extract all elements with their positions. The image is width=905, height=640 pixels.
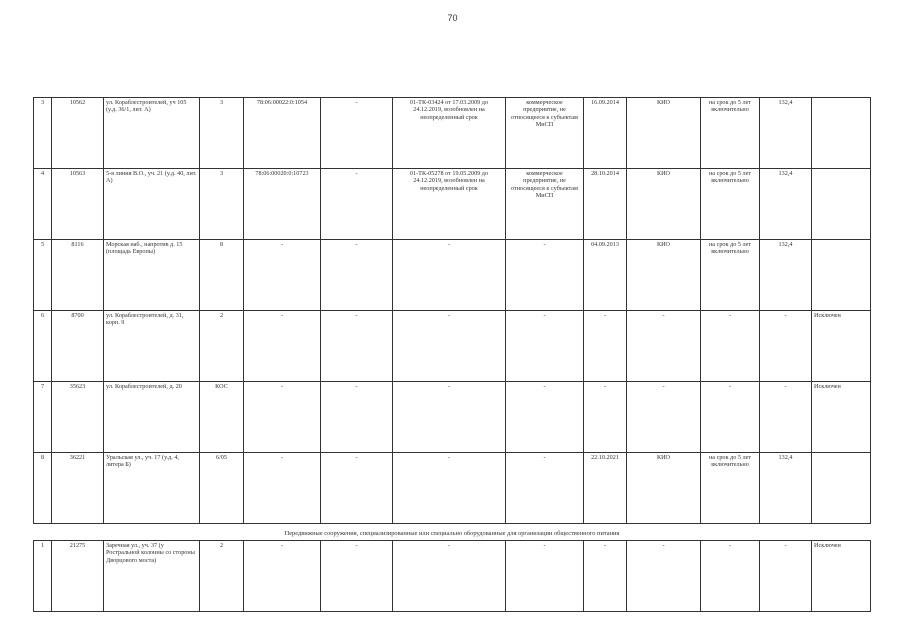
- cadastral-number-cell: -: [244, 240, 321, 311]
- type-code-cell: 2: [200, 541, 244, 612]
- note-cell: Исключен: [812, 311, 871, 382]
- column-6-cell: -: [321, 311, 393, 382]
- row-number-cell: 7: [34, 382, 52, 453]
- authority-cell: КИО: [627, 169, 701, 240]
- address-cell: ул. Кораблестроителей, д. 20: [104, 382, 200, 453]
- object-id-cell: 35623: [52, 382, 104, 453]
- date-cell: -: [584, 541, 627, 612]
- column-6-cell: -: [321, 98, 393, 169]
- cadastral-number-cell: -: [244, 541, 321, 612]
- term-cell: -: [701, 382, 760, 453]
- address-cell: 5-я линия В.О., уч. 21 (у.д. 40, лит. А): [104, 169, 200, 240]
- area-cell: 132,4: [760, 169, 812, 240]
- cadastral-number-cell: 78:06:00020:0:10723: [244, 169, 321, 240]
- table-row: [34, 169, 871, 240]
- row-number-cell: 5: [34, 240, 52, 311]
- note-cell: [812, 98, 871, 169]
- term-cell: на срок до 5 лет включительно: [701, 240, 760, 311]
- cadastral-number-cell: -: [244, 311, 321, 382]
- object-id-cell: 8116: [52, 240, 104, 311]
- column-6-cell: -: [321, 169, 393, 240]
- tenant-category-cell: -: [506, 541, 584, 612]
- row-number-cell: 1: [34, 541, 52, 612]
- term-cell: на срок до 5 лет включительно: [701, 169, 760, 240]
- tenant-category-cell: коммерческое предприятие, не относящееся к субъектам МиСП: [506, 169, 584, 240]
- column-6-cell: -: [321, 541, 393, 612]
- object-id-cell: 10563: [52, 169, 104, 240]
- authority-cell: КИО: [627, 240, 701, 311]
- term-cell: -: [701, 311, 760, 382]
- area-cell: 132,4: [760, 240, 812, 311]
- object-id-cell: 8700: [52, 311, 104, 382]
- row-number-cell: 6: [34, 311, 52, 382]
- cadastral-number-cell: -: [244, 382, 321, 453]
- contract-cell: 01-ТК-05278 от 19.05.2009 до 24.12.2019, возобновлен на неопределенный срок: [393, 169, 506, 240]
- type-code-cell: 2: [200, 311, 244, 382]
- area-cell: 132,4: [760, 98, 812, 169]
- cadastral-number-cell: 78:06:00022:0:1054: [244, 98, 321, 169]
- row-number-cell: 3: [34, 98, 52, 169]
- authority-cell: КИО: [627, 453, 701, 524]
- type-code-cell: 3: [200, 169, 244, 240]
- area-cell: -: [760, 311, 812, 382]
- note-cell: Исключен: [812, 541, 871, 612]
- tenant-category-cell: -: [506, 453, 584, 524]
- type-code-cell: КОС: [200, 382, 244, 453]
- type-code-cell: 8: [200, 240, 244, 311]
- contract-cell: 01-ТК-03424 от 17.03.2009 до 24.12.2019, возобновлен на неопределенный срок: [393, 98, 506, 169]
- date-cell: -: [584, 382, 627, 453]
- date-cell: 16.09.2014: [584, 98, 627, 169]
- address-cell: Морская наб., напротив д. 15 (площадь Европы): [104, 240, 200, 311]
- table-row: [34, 98, 871, 169]
- authority-cell: -: [627, 541, 701, 612]
- object-id-cell: 36221: [52, 453, 104, 524]
- tenant-category-cell: -: [506, 382, 584, 453]
- area-cell: 132,4: [760, 453, 812, 524]
- date-cell: 22.10.2021: [584, 453, 627, 524]
- section-heading: Передвижные сооружения, специализированные или специально оборудованные для организации общественного питания: [284, 530, 620, 537]
- table-row: [34, 453, 871, 524]
- registry-table: [33, 97, 871, 524]
- note-cell: [812, 169, 871, 240]
- date-cell: 04.09.2013: [584, 240, 627, 311]
- address-cell: ул. Кораблестроителей, д. 31, корп. 9: [104, 311, 200, 382]
- table-row: [34, 240, 871, 311]
- date-cell: -: [584, 311, 627, 382]
- object-id-cell: 21275: [52, 541, 104, 612]
- note-cell: [812, 240, 871, 311]
- tenant-category-cell: -: [506, 240, 584, 311]
- row-number-cell: 4: [34, 169, 52, 240]
- address-cell: Уральская ул., уч. 17 (у.д. 4, литера Б): [104, 453, 200, 524]
- type-code-cell: 6/05: [200, 453, 244, 524]
- address-cell: ул. Кораблестроителей, уч 105 (у.д. 36/1, лит. А): [104, 98, 200, 169]
- note-cell: Исключен: [812, 382, 871, 453]
- area-cell: -: [760, 541, 812, 612]
- area-cell: -: [760, 382, 812, 453]
- table-row: [34, 311, 871, 382]
- term-cell: -: [701, 541, 760, 612]
- term-cell: на срок до 5 лет включительно: [701, 453, 760, 524]
- authority-cell: -: [627, 382, 701, 453]
- table-row: [34, 541, 871, 612]
- contract-cell: -: [393, 541, 506, 612]
- note-cell: [812, 453, 871, 524]
- date-cell: 28.10.2014: [584, 169, 627, 240]
- address-cell: Заречная ул., уч. 37 (у Ростральной колонны со стороны Дворцового моста): [104, 541, 200, 612]
- column-6-cell: -: [321, 453, 393, 524]
- term-cell: на срок до 5 лет включительно: [701, 98, 760, 169]
- cadastral-number-cell: -: [244, 453, 321, 524]
- page-number: 70: [447, 13, 458, 23]
- tenant-category-cell: коммерческое предприятие, не относящееся к субъектам МиСП: [506, 98, 584, 169]
- contract-cell: -: [393, 311, 506, 382]
- authority-cell: -: [627, 311, 701, 382]
- type-code-cell: 3: [200, 98, 244, 169]
- section-table: [33, 540, 871, 612]
- contract-cell: -: [393, 453, 506, 524]
- column-6-cell: -: [321, 240, 393, 311]
- contract-cell: -: [393, 240, 506, 311]
- table-row: [34, 382, 871, 453]
- tenant-category-cell: -: [506, 311, 584, 382]
- authority-cell: КИО: [627, 98, 701, 169]
- column-6-cell: -: [321, 382, 393, 453]
- object-id-cell: 10562: [52, 98, 104, 169]
- row-number-cell: 8: [34, 453, 52, 524]
- contract-cell: -: [393, 382, 506, 453]
